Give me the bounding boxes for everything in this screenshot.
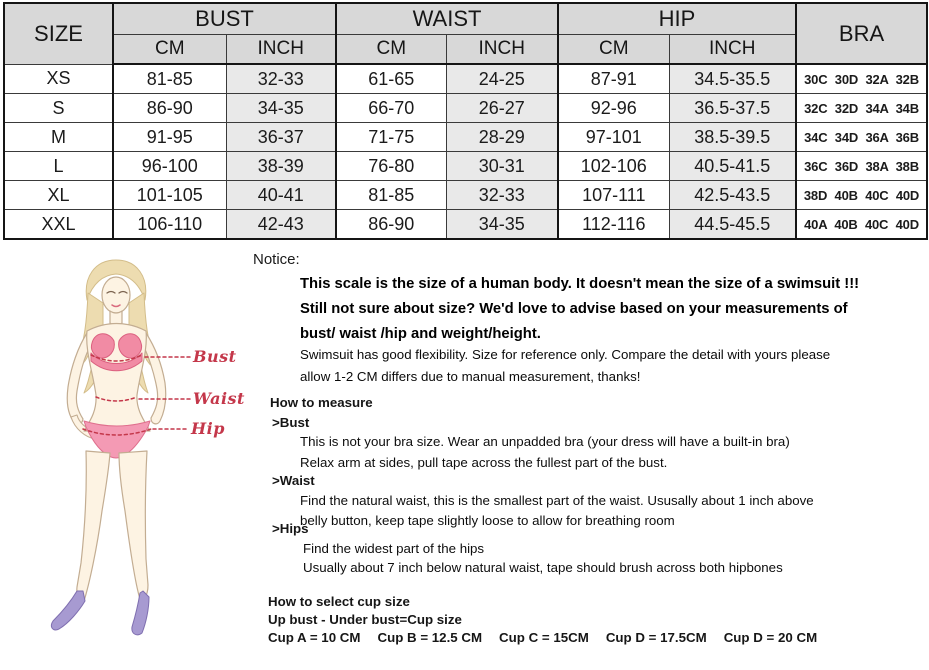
hip-inch-value: 44.5-45.5 [669, 210, 796, 240]
measurement-figure [35, 255, 250, 665]
hip-inch-value: 34.5-35.5 [669, 64, 796, 94]
warning-line: This scale is the size of a human body. It doesn't mean the size of a swimsuit !!! [300, 276, 860, 292]
hip-cm-value: 107-111 [558, 181, 669, 210]
waist-inch-value: 34-35 [446, 210, 558, 240]
bra-value: 38D 40B 40C 40D [796, 181, 927, 210]
bust-inch-value: 34-35 [226, 94, 336, 123]
woman-sketch-illustration [35, 255, 250, 665]
header-hip: HIP [558, 3, 796, 35]
table-row-xs [4, 64, 927, 94]
header-hip-cm: CM [558, 35, 669, 65]
instruction-line: Relax arm at sides, pull tape across the fullest part of the bust. [300, 455, 668, 470]
waist-cm-value: 81-85 [336, 181, 446, 210]
cup-size-title: How to select cup size [268, 594, 410, 609]
hip-cm-value: 102-106 [558, 152, 669, 181]
hip-inch-value: 38.5-39.5 [669, 123, 796, 152]
size-chart-table [3, 2, 928, 240]
measure-waist-label: >Waist [272, 473, 315, 488]
bust-inch-value: 36-37 [226, 123, 336, 152]
bust-cm-value: 96-100 [113, 152, 226, 181]
bra-value: 32C 32D 34A 34B [796, 94, 927, 123]
waist-inch-value: 32-33 [446, 181, 558, 210]
bra-value: 36C 36D 38A 38B [796, 152, 927, 181]
header-bust: BUST [113, 3, 336, 35]
header-bust-cm: CM [113, 35, 226, 65]
measure-hips-label: >Hips [272, 521, 309, 536]
hip-inch-value: 42.5-43.5 [669, 181, 796, 210]
instruction-line: Usually about 7 inch below natural waist, tape should brush across both hipbones [303, 560, 783, 575]
table-row-m [4, 123, 927, 152]
size-value: XL [4, 181, 113, 210]
header-hip-inch: INCH [669, 35, 796, 65]
hip-cm-value: 112-116 [558, 210, 669, 240]
header-waist: WAIST [336, 3, 558, 35]
bust-cm-value: 81-85 [113, 64, 226, 94]
bust-callout-label: Bust [193, 347, 237, 366]
header-bra: BRA [796, 3, 927, 64]
notice-warning-paragraph [300, 272, 859, 347]
cup-size-values [268, 630, 817, 645]
bra-value: 34C 34D 36A 36B [796, 123, 927, 152]
size-value: S [4, 94, 113, 123]
measure-waist-instructions [300, 491, 814, 531]
instruction-line: Find the natural waist, this is the smallest part of the waist. Ususally about 1 inch above [300, 493, 814, 508]
warning-line: bust/ waist /hip and weight/height. [300, 326, 541, 342]
measure-bust-label: >Bust [272, 415, 310, 430]
waist-cm-value: 86-90 [336, 210, 446, 240]
flex-line: allow 1-2 CM differs due to manual measurement, thanks! [300, 369, 641, 384]
hip-callout-label: Hip [191, 419, 225, 438]
cup-value: Cup C = 15CM [499, 630, 589, 645]
size-value: XS [4, 64, 113, 94]
cup-value: Cup D = 17.5CM [605, 630, 707, 645]
cup-value: Cup D = 20 CM [723, 630, 818, 645]
bust-inch-value: 40-41 [226, 181, 336, 210]
size-value: XXL [4, 210, 113, 240]
bust-cm-value: 86-90 [113, 94, 226, 123]
bust-cm-value: 101-105 [113, 181, 226, 210]
bra-value: 40A 40B 40C 40D [796, 210, 927, 240]
header-size: SIZE [4, 3, 113, 64]
header-waist-inch: INCH [446, 35, 558, 65]
waist-inch-value: 28-29 [446, 123, 558, 152]
waist-cm-value: 61-65 [336, 64, 446, 94]
bust-cm-value: 106-110 [113, 210, 226, 240]
warning-line: Still not sure about size? We'd love to advise based on your measurements of [300, 301, 848, 317]
bra-value: 30C 30D 32A 32B [796, 64, 927, 94]
instruction-line: belly button, keep tape slightly loose to allow for breathing room [300, 513, 675, 528]
how-to-measure-title: How to measure [270, 395, 373, 410]
table-row-s [4, 94, 927, 123]
notice-title: Notice: [253, 251, 300, 268]
bust-inch-value: 42-43 [226, 210, 336, 240]
header-bust-inch: INCH [226, 35, 336, 65]
bust-inch-value: 32-33 [226, 64, 336, 94]
table-row-xxl [4, 210, 927, 240]
size-value: L [4, 152, 113, 181]
flexibility-note [300, 344, 830, 388]
cup-value: Cup A = 10 CM [268, 630, 361, 645]
instruction-line: This is not your bra size. Wear an unpadded bra (your dress will have a built-in bra) [300, 434, 790, 449]
waist-inch-value: 26-27 [446, 94, 558, 123]
waist-cm-value: 71-75 [336, 123, 446, 152]
size-value: M [4, 123, 113, 152]
instruction-line: Find the widest part of the hips [303, 541, 485, 556]
waist-cm-value: 76-80 [336, 152, 446, 181]
measure-hips-instructions [303, 539, 783, 577]
waist-inch-value: 24-25 [446, 64, 558, 94]
bust-cm-value: 91-95 [113, 123, 226, 152]
hip-inch-value: 40.5-41.5 [669, 152, 796, 181]
table-header-row-1 [4, 3, 927, 35]
waist-cm-value: 66-70 [336, 94, 446, 123]
bust-inch-value: 38-39 [226, 152, 336, 181]
table-row-l [4, 152, 927, 181]
hip-cm-value: 92-96 [558, 94, 669, 123]
cup-size-formula: Up bust - Under bust=Cup size [268, 612, 462, 627]
table-header-row-2 [4, 35, 927, 65]
header-waist-cm: CM [336, 35, 446, 65]
table-row-xl [4, 181, 927, 210]
measure-bust-instructions [300, 431, 790, 473]
cup-value: Cup B = 12.5 CM [377, 630, 483, 645]
hip-cm-value: 87-91 [558, 64, 669, 94]
waist-inch-value: 30-31 [446, 152, 558, 181]
flex-line: Swimsuit has good flexibility. Size for reference only. Compare the detail with yours please [300, 347, 831, 362]
hip-inch-value: 36.5-37.5 [669, 94, 796, 123]
hip-cm-value: 97-101 [558, 123, 669, 152]
waist-callout-label: Waist [193, 389, 245, 408]
